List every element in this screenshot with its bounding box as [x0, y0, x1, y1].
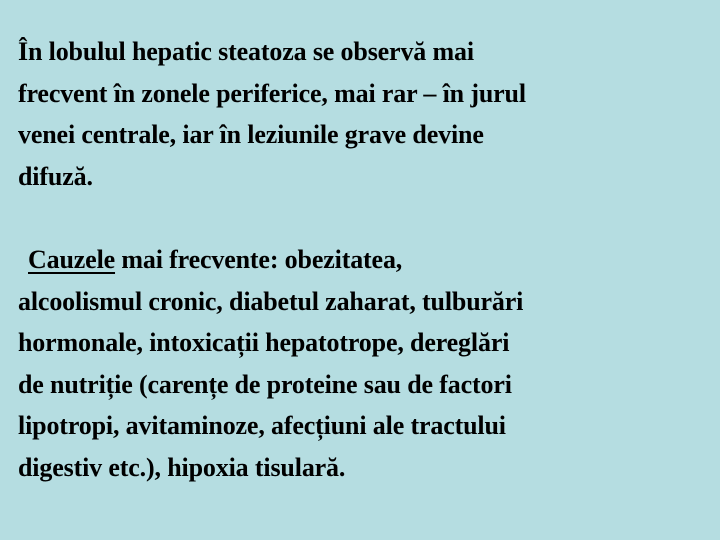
paragraph-spacer [18, 197, 710, 239]
text-line: venei centrale, iar în leziunile grave devine [18, 120, 484, 150]
causes-term: Cauzele [28, 244, 116, 274]
text-line: În lobulul hepatic steatoza se observă mai [18, 37, 474, 66]
paragraph-causes [18, 239, 710, 489]
text-line: hormonale, intoxicații hepatotrope, dereglări [18, 328, 510, 358]
text-line: alcoolismul cronic, diabetul zaharat, tulburări [18, 286, 524, 316]
paragraph-steatosis-location [18, 31, 710, 197]
text-line: difuză. [18, 161, 93, 191]
text-line [18, 239, 710, 281]
text-line: frecvent în zonele periferice, mai rar – în jurul [18, 78, 526, 108]
text-line: digestiv etc.), hipoxia tisulară. [18, 452, 346, 482]
text-line: de nutriție (carențe de proteine sau de factori [18, 369, 512, 399]
causes-intro: mai frecvente: obezitatea, [115, 244, 403, 274]
text-line: lipotropi, avitaminoze, afecțiuni ale tractului [18, 411, 506, 441]
